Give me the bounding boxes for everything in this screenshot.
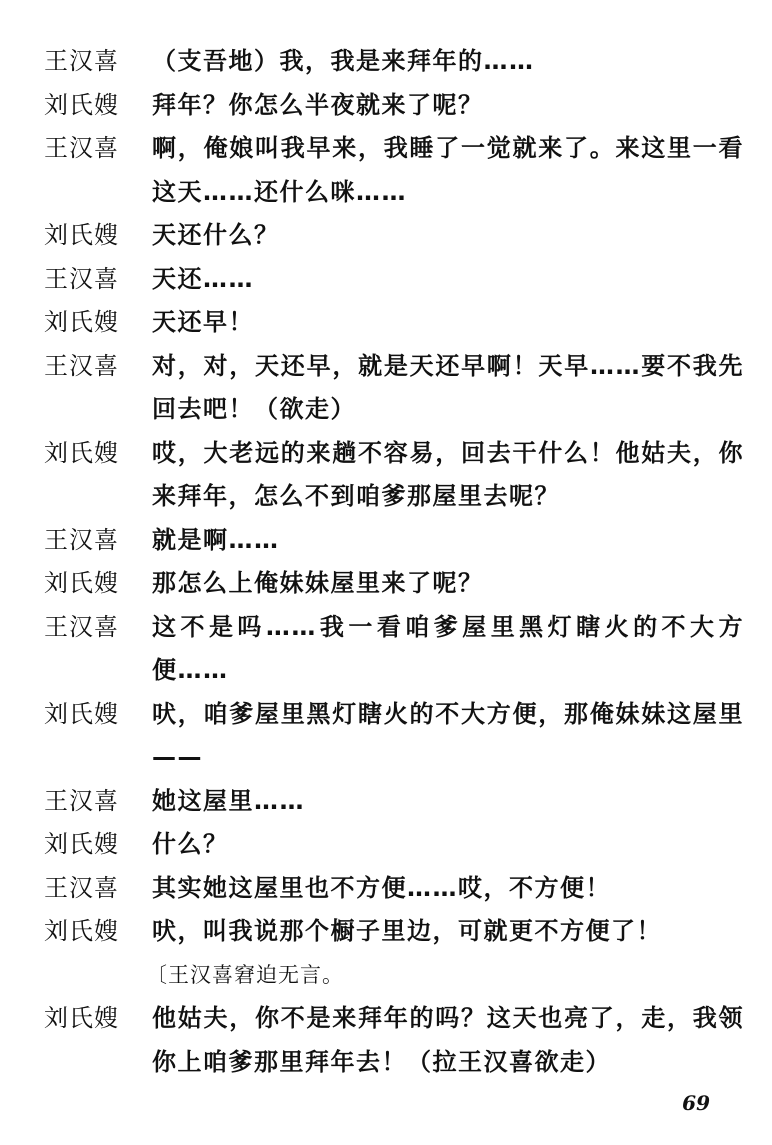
dialogue-text: 什么？: [152, 830, 229, 858]
speaker-name: 王汉喜: [44, 525, 119, 554]
script-body: [44, 40, 744, 1084]
speaker-name: 刘氏嫂: [44, 830, 119, 858]
speaker-name: 王汉喜: [44, 134, 119, 162]
dialogue-entry: [44, 84, 744, 128]
dialogue-entry: [44, 519, 744, 563]
dialogue-text: 天还什么？: [152, 221, 280, 249]
speaker-name: 王汉喜: [44, 264, 119, 293]
speaker-name: 刘氏嫂: [44, 308, 119, 336]
dialogue-text: 其实她这屋里也不方便……哎，不方便！: [152, 873, 611, 902]
dialogue-entry: [44, 823, 744, 867]
speaker-name: 王汉喜: [44, 786, 119, 815]
dialogue-entry: [44, 432, 744, 519]
speaker-name: 刘氏嫂: [44, 699, 119, 728]
dialogue-entry: [44, 693, 744, 780]
speaker-name: 王汉喜: [44, 873, 119, 902]
dialogue-entry: [44, 40, 744, 84]
page-number: 69: [682, 1091, 710, 1115]
dialogue-entry: [44, 867, 744, 911]
dialogue-entry: [44, 301, 744, 345]
speaker-name: 刘氏嫂: [44, 90, 119, 119]
dialogue-text: 吠，叫我说那个橱子里边，可就更不方便了！: [152, 917, 662, 945]
dialogue-text: 拜年？你怎么半夜就来了呢？: [152, 90, 484, 119]
dialogue-entry: [44, 997, 744, 1084]
dialogue-text: 这不是吗……我一看咱爹屋里黑灯瞎火的不大方便……: [152, 612, 744, 684]
speaker-name: 王汉喜: [44, 47, 119, 75]
dialogue-entry: [44, 345, 744, 432]
dialogue-text: 哎，大老远的来趟不容易，回去干什么！他姑夫，你来拜年，怎么不到咱爹那屋里去呢？: [152, 438, 744, 510]
dialogue-entry: [44, 127, 744, 214]
dialogue-text: （支吾地）我，我是来拜年的……: [152, 47, 535, 75]
dialogue-entry: [44, 258, 744, 302]
dialogue-text: 吠，咱爹屋里黑灯瞎火的不大方便，那俺妹妹这屋里——: [152, 699, 744, 771]
dialogue-text: 啊，俺娘叫我早来，我睡了一觉就来了。来这里一看这天……还什么咪……: [152, 134, 744, 206]
speaker-name: 刘氏嫂: [44, 569, 119, 597]
dialogue-text: 天还……: [152, 264, 254, 293]
dialogue-text: 她这屋里……: [152, 786, 305, 815]
dialogue-entry: [44, 780, 744, 824]
speaker-name: 王汉喜: [44, 351, 119, 380]
stage-direction: 〔王汉喜窘迫无言。: [146, 962, 344, 987]
dialogue-entry: [44, 606, 744, 693]
dialogue-text: 天还早！: [152, 308, 254, 336]
dialogue-entry: [44, 562, 744, 606]
speaker-name: 刘氏嫂: [44, 221, 119, 249]
speaker-name: 王汉喜: [44, 612, 119, 641]
dialogue-entry: [44, 214, 744, 258]
dialogue-text: 就是啊……: [152, 525, 280, 554]
speaker-name: 刘氏嫂: [44, 1004, 119, 1032]
speaker-name: 刘氏嫂: [44, 438, 119, 467]
speaker-name: 刘氏嫂: [44, 917, 119, 945]
dialogue-entry: [44, 910, 744, 954]
dialogue-text: 他姑夫，你不是来拜年的吗？这天也亮了，走，我领你上咱爹那里拜年去！（拉王汉喜欲走）: [152, 1004, 744, 1076]
dialogue-text: 对，对，天还早，就是天还早啊！天早……要不我先回去吧！（欲走）: [152, 351, 744, 423]
dialogue-text: 那怎么上俺妹妹屋里来了呢？: [152, 569, 484, 597]
